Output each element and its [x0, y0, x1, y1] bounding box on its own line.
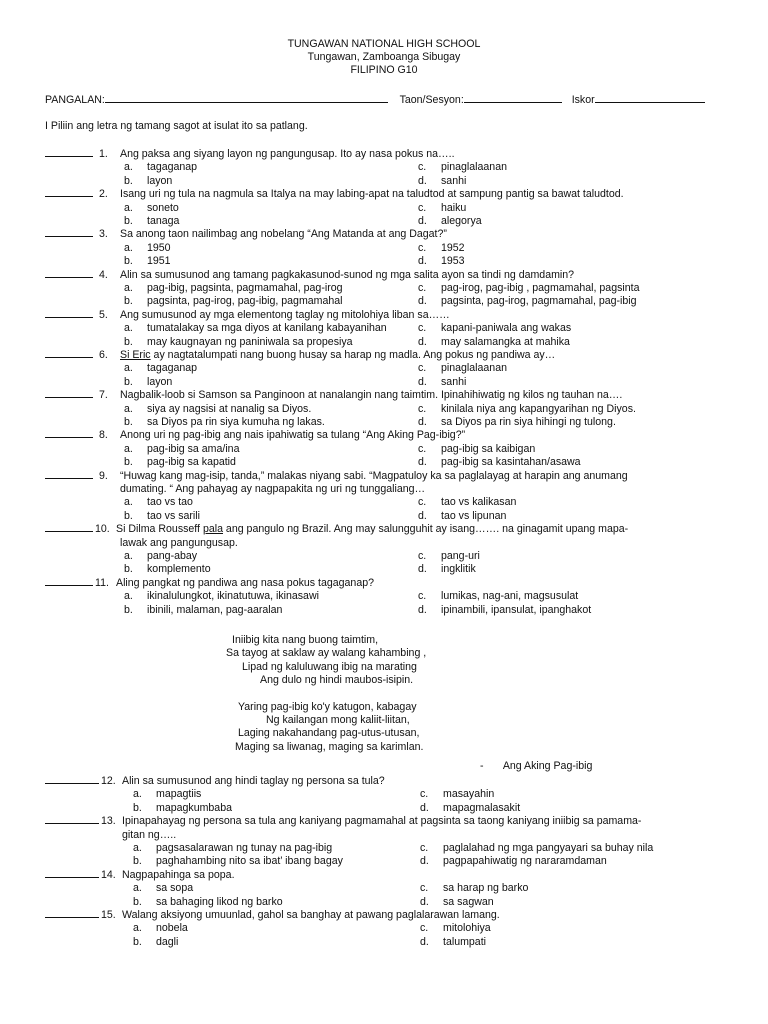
- choice-letter: a.: [133, 882, 142, 895]
- choice-text: tagaganap: [147, 161, 198, 174]
- question-text: Walang aksiyong umuunlad, gahol sa banghay at pawang paglalarawan lamang.: [122, 909, 500, 921]
- choice-text: dagli: [156, 935, 179, 948]
- choice-d: [420, 936, 486, 949]
- choice-c: [418, 590, 578, 603]
- choice-letter: b.: [133, 935, 142, 948]
- poem-line: Ang dulo ng hindi maubos-isipin.: [260, 674, 414, 687]
- question-number: 14.: [101, 868, 116, 881]
- answer-blank[interactable]: [45, 267, 93, 278]
- question-stem: [45, 521, 735, 536]
- choice-c: [418, 282, 639, 295]
- instructions: I Piliin ang letra ng tamang sagot at isulat ito sa patlang.: [45, 120, 308, 132]
- choice-a: [133, 788, 201, 801]
- poem-line: Iniibig kita nang buong taimtim,: [232, 634, 379, 646]
- choice-c: [420, 842, 653, 855]
- question-item: [45, 267, 735, 309]
- poem-title: Ang Aking Pag-ibig: [502, 760, 593, 772]
- choice-letter: d.: [420, 855, 429, 868]
- score-label: Iskor: [571, 94, 595, 106]
- answer-blank[interactable]: [45, 813, 99, 824]
- question-text: Ipinapahayag ng persona sa tula ang kaniyang pagmamahal at pagsinta sa taong kaniyang iniibig sa pamama-: [122, 815, 642, 828]
- choice-letter: b.: [124, 415, 133, 428]
- question-item: [45, 813, 735, 869]
- poem-line: Sa tayog at saklaw ay walang kahambing ,: [226, 647, 427, 660]
- question-item: [45, 575, 735, 617]
- choice-b: [133, 936, 178, 949]
- choice-letter: a.: [133, 842, 142, 854]
- question-number: 9.: [99, 469, 108, 482]
- choice-text: layon: [147, 375, 173, 388]
- choice-text: ipinambili, ipansulat, ipanghakot: [441, 603, 592, 616]
- choice-a: [124, 443, 239, 456]
- question-text-prefix: Si Dilma Rousseff: [116, 523, 203, 536]
- question-text-continued: lawak ang pangungusap.: [120, 536, 238, 549]
- answer-blank[interactable]: [45, 427, 93, 438]
- choice-letter: a.: [124, 402, 133, 415]
- choice-letter: a.: [124, 496, 133, 509]
- choice-letter: d.: [418, 335, 427, 348]
- choice-text: ingklitik: [441, 563, 476, 576]
- choice-letter: c.: [418, 402, 427, 415]
- question-stem: [45, 226, 735, 241]
- choice-letter: c.: [418, 442, 427, 455]
- choice-letter: d.: [418, 563, 427, 576]
- question-item: [45, 468, 735, 524]
- choices: [45, 922, 735, 949]
- choice-a: [124, 403, 311, 416]
- answer-blank[interactable]: [45, 773, 99, 784]
- choice-a: [124, 242, 171, 255]
- choice-text: pag-ibig, pagsinta, pagmamahal, pag-irog: [147, 282, 343, 294]
- question-stem: [45, 575, 735, 590]
- choice-text: pag-ibig sa kaibigan: [441, 442, 536, 455]
- choice-text: 1951: [147, 255, 171, 268]
- choice-a: [124, 550, 197, 563]
- choice-c: [420, 922, 491, 935]
- choice-a: [124, 282, 343, 295]
- choice-text: 1953: [441, 255, 465, 268]
- choice-text: pag-ibig sa ama/ina: [147, 442, 240, 455]
- choice-letter: a.: [124, 362, 133, 375]
- choice-letter: d.: [420, 895, 429, 908]
- question-number: 5.: [99, 308, 108, 321]
- choice-letter: b.: [124, 335, 133, 348]
- choice-text: talumpati: [443, 935, 486, 948]
- choices: [45, 550, 735, 577]
- question-number: 3.: [99, 228, 108, 241]
- choice-c: [418, 362, 507, 375]
- choice-a: [124, 362, 197, 375]
- choice-text: sanhi: [441, 174, 467, 187]
- choice-letter: a.: [124, 241, 133, 254]
- answer-blank[interactable]: [45, 347, 93, 358]
- choices: [45, 362, 735, 389]
- choice-text: sa bahaging likod ng barko: [156, 895, 283, 908]
- choice-letter: b.: [124, 174, 133, 187]
- choice-text: pinaglalaanan: [441, 161, 507, 174]
- score-field[interactable]: [595, 92, 705, 103]
- choice-a: [124, 161, 197, 174]
- choice-letter: a.: [124, 590, 133, 603]
- choices: [45, 282, 735, 309]
- choice-text: siya ay nagsisi at nanalig sa Diyos.: [147, 402, 312, 415]
- choice-c: [418, 242, 465, 255]
- choice-d: [418, 604, 591, 617]
- question-item: [45, 427, 735, 469]
- choice-text: tagaganap: [147, 362, 198, 375]
- choices: [45, 443, 735, 470]
- question-stem: [45, 867, 735, 882]
- question-number: 7.: [99, 389, 108, 402]
- choice-text: ikinalulungkot, ikinatutuwa, ikinasawi: [147, 590, 319, 603]
- question-text-continued: dumating. “ Ang pahayag ay nagpapakita ng uri ng tunggaliang…: [120, 483, 426, 495]
- choice-letter: a.: [124, 550, 133, 562]
- choice-c: [418, 550, 480, 563]
- choice-letter: b.: [124, 214, 133, 227]
- choice-text: pagsinta, pag-irog, pag-ibig, pagmamahal: [147, 295, 343, 308]
- choice-letter: c.: [418, 496, 427, 509]
- question-text: Nagpapahinga sa popa.: [122, 868, 235, 881]
- choice-text: ibinili, malaman, pag-aaralan: [147, 603, 283, 616]
- school-location: Tungawan, Zamboanga Sibugay: [307, 51, 461, 63]
- choice-text: tao vs kalikasan: [441, 496, 517, 509]
- choice-letter: c.: [420, 882, 429, 895]
- choices: [45, 403, 735, 430]
- question-text: “Huwag kang mag-isip, tanda,” malakas niyang sabi. “Magpatuloy ka sa paglalayag at harapin ang anumang: [120, 469, 628, 482]
- choice-text: pag-irog, pag-ibig , pagmamahal, pagsinta: [441, 282, 640, 294]
- answer-blank[interactable]: [45, 307, 93, 318]
- name-label: PANGALAN:: [45, 94, 105, 106]
- choice-text: kapani-paniwala ang wakas: [441, 322, 572, 335]
- choice-text: pag-ibig sa kasintahan/asawa: [441, 456, 581, 469]
- choice-text: paghahambing nito sa ibat’ ibang bagay: [156, 855, 343, 868]
- question-text: Sa anong taon nailimbag ang nobelang “Ang Matanda at ang Dagat?”: [120, 228, 447, 241]
- question-item: [45, 867, 735, 909]
- choices: [45, 161, 735, 188]
- choice-text: lumikas, nag-ani, magsusulat: [441, 590, 579, 603]
- choice-c: [418, 202, 466, 215]
- answer-blank[interactable]: [45, 575, 93, 586]
- year-field[interactable]: [464, 92, 562, 103]
- choice-c: [420, 882, 528, 895]
- question-text: Nagbalik-loob si Samson sa Panginoon at nanalangin nang taimtim. Ipinahihiwatig ng kilos ng tauhan na….: [120, 389, 623, 402]
- choice-letter: a.: [124, 161, 133, 174]
- choice-text: sanhi: [441, 375, 467, 388]
- question-number: 13.: [101, 815, 116, 828]
- poem-line: Laging nakahandang pag-utus-utusan,: [238, 727, 420, 740]
- question-stem: [45, 347, 735, 362]
- choice-text: sa sagwan: [443, 895, 494, 908]
- year-label: Taon/Sesyon:: [399, 94, 464, 106]
- choice-letter: d.: [420, 801, 429, 814]
- question-stem: [45, 468, 735, 483]
- choice-text: paglalahad ng mga pangyayari sa buhay nila: [443, 842, 654, 854]
- question-number: 6.: [99, 349, 108, 361]
- choice-letter: b.: [133, 895, 142, 908]
- answer-blank[interactable]: [45, 521, 93, 532]
- school-name: TUNGAWAN NATIONAL HIGH SCHOOL: [287, 38, 481, 50]
- question-item: [45, 347, 735, 389]
- question-stem: [45, 267, 735, 282]
- poem-attribution: [480, 760, 592, 773]
- choices: [45, 496, 735, 523]
- choice-a: [124, 590, 319, 603]
- answer-blank[interactable]: [45, 907, 99, 918]
- student-info-row: [45, 92, 705, 107]
- question-stem: [45, 427, 735, 442]
- question-item: [45, 307, 735, 349]
- choice-letter: c.: [418, 282, 427, 294]
- question-stem: [45, 813, 735, 828]
- choice-letter: b.: [124, 295, 133, 308]
- question-number: 8.: [99, 429, 108, 442]
- choice-text: 1950: [147, 241, 171, 254]
- choice-text: kinilala niya ang kapangyarihan ng Diyos.: [441, 402, 636, 415]
- question-number: 1.: [99, 148, 108, 160]
- choice-c: [420, 788, 494, 801]
- choice-letter: c.: [418, 161, 427, 174]
- choice-letter: a.: [124, 282, 133, 294]
- choice-letter: b.: [124, 375, 133, 388]
- choice-text: tao vs tao: [147, 496, 193, 509]
- question-number: 10.: [95, 523, 110, 536]
- question-item: [45, 773, 735, 815]
- choice-letter: a.: [124, 322, 133, 335]
- choice-letter: b.: [124, 603, 133, 616]
- underlined-word: Si Eric: [120, 349, 151, 361]
- question-text: Alin sa sumusunod ang hindi taglay ng persona sa tula?: [122, 775, 385, 787]
- question-number: 4.: [99, 268, 108, 281]
- question-item: [45, 521, 735, 577]
- question-text: Ang paksa ang siyang layon ng pangungusap. Ito ay nasa pokus na…..: [120, 148, 455, 160]
- choice-letter: d.: [418, 255, 427, 268]
- choice-text: pagpapahiwatig ng nararamdaman: [443, 855, 607, 868]
- choice-text: tanaga: [147, 214, 180, 227]
- answer-blank[interactable]: [45, 146, 93, 157]
- choice-letter: d.: [418, 214, 427, 227]
- choice-letter: a.: [124, 442, 133, 455]
- choice-letter: d.: [418, 174, 427, 187]
- choice-letter: d.: [418, 603, 427, 616]
- choice-text: pag-ibig sa kapatid: [147, 456, 236, 469]
- choices: [45, 590, 735, 617]
- poem-line: Maging sa liwanag, maging sa karimlan.: [235, 740, 424, 753]
- answer-blank[interactable]: [45, 226, 93, 237]
- choice-letter: b.: [124, 563, 133, 576]
- choice-a: [133, 842, 332, 855]
- choice-letter: b.: [133, 855, 142, 868]
- choice-letter: c.: [420, 788, 429, 801]
- question-stem: [45, 186, 735, 201]
- poem-line: Yaring pag-ibig ko'y katugon, kabagay: [238, 700, 417, 713]
- choice-text: pagsinta, pag-irog, pagmamahal, pag-ibig: [441, 295, 637, 308]
- choices: [45, 242, 735, 269]
- choice-text: pinaglalaanan: [441, 362, 507, 375]
- choice-a: [124, 202, 179, 215]
- answer-blank[interactable]: [45, 387, 93, 398]
- choice-letter: a.: [133, 922, 142, 935]
- question-item: [45, 907, 735, 949]
- question-stem: [45, 146, 735, 161]
- name-field[interactable]: [105, 92, 388, 103]
- question-text: Isang uri ng tula na nagmula sa Italya na may labing-apat na taludtod at sampung pantig sa bawat taludtod.: [120, 188, 624, 201]
- question-item: [45, 387, 735, 429]
- choice-text: pang-uri: [441, 550, 480, 562]
- choice-text: 1952: [441, 241, 465, 254]
- choice-letter: c.: [418, 201, 427, 214]
- choice-text: pagsasalarawan ng tunay na pag-ibig: [156, 842, 333, 854]
- choice-text: tao vs sarili: [147, 509, 200, 522]
- choices: [45, 322, 735, 349]
- question-text: ang pangulo ng Brazil. Ang may salungguhit ay isang……. na ginagamit upang mapa-: [222, 523, 629, 536]
- choice-letter: c.: [418, 241, 427, 254]
- choice-letter: c.: [418, 322, 427, 335]
- choice-a: [133, 882, 193, 895]
- question-number: 12.: [101, 775, 116, 787]
- choice-text: soneto: [147, 201, 179, 214]
- question-stem: [45, 307, 735, 322]
- choice-letter: b.: [124, 456, 133, 469]
- choice-letter: a.: [124, 201, 133, 214]
- question-number: 2.: [99, 188, 108, 201]
- choice-letter: c.: [418, 590, 427, 603]
- choice-c: [418, 403, 636, 416]
- choice-text: masayahin: [443, 788, 495, 801]
- choice-a: [124, 496, 193, 509]
- choice-letter: a.: [133, 788, 142, 801]
- poem-dash: -: [480, 760, 484, 772]
- choice-letter: d.: [418, 509, 427, 522]
- choice-text: sa Diyos pa rin siya hihingi ng tulong.: [441, 415, 616, 428]
- choice-c: [418, 161, 507, 174]
- choice-letter: b.: [133, 801, 142, 814]
- question-stem: [45, 907, 735, 922]
- choice-text: alegorya: [441, 214, 482, 227]
- choice-text: may kaugnayan ng paniniwala sa propesiya: [147, 335, 353, 348]
- choice-text: mapagmalasakit: [443, 801, 521, 814]
- question-text: Alin sa sumusunod ang tamang pagkakasunod-sunod ng mga salita ayon sa tindi ng damdamin?: [120, 268, 575, 281]
- question-text: Ang sumusunod ay mga elementong taglay ng mitolohiya liban sa……: [120, 308, 450, 321]
- choices: [45, 202, 735, 229]
- underlined-word: pala: [202, 523, 223, 536]
- choice-letter: d.: [418, 415, 427, 428]
- choice-letter: d.: [418, 456, 427, 469]
- choice-letter: b.: [124, 255, 133, 268]
- poem-line: Ng kailangan mong kaliit-liitan,: [266, 714, 410, 727]
- choice-text: tumatalakay sa mga diyos at kanilang kabayanihan: [147, 322, 387, 335]
- choice-c: [418, 322, 571, 335]
- choices: [45, 842, 735, 869]
- choice-text: may salamangka at mahika: [441, 335, 570, 348]
- choice-letter: c.: [418, 550, 427, 562]
- choice-b: [124, 604, 282, 617]
- choice-text: haiku: [441, 201, 467, 214]
- choice-c: [418, 496, 516, 509]
- question-item: [45, 226, 735, 268]
- answer-blank[interactable]: [45, 867, 99, 878]
- question-item: [45, 146, 735, 188]
- question-item: [45, 186, 735, 228]
- choice-text: mapagkumbaba: [156, 801, 232, 814]
- question-text: Anong uri ng pag-ibig ang nais ipahiwatig sa tulang “Ang Aking Pag-ibig?”: [120, 429, 466, 442]
- choice-text: mapagtiis: [156, 788, 202, 801]
- choice-a: [124, 322, 387, 335]
- question-number: 15.: [101, 909, 116, 921]
- choice-text: sa sopa: [156, 882, 194, 895]
- choice-text: nobela: [156, 922, 188, 935]
- choices: [45, 788, 735, 815]
- choice-letter: c.: [420, 842, 429, 854]
- question-text: Aling pangkat ng pandiwa ang nasa pokus tagaganap?: [116, 576, 374, 589]
- choice-letter: c.: [418, 362, 427, 375]
- question-number: 11.: [95, 576, 109, 589]
- choice-letter: d.: [420, 935, 429, 948]
- choice-text: tao vs lipunan: [441, 509, 507, 522]
- answer-blank[interactable]: [45, 468, 93, 479]
- choices: [45, 882, 735, 909]
- choice-text: layon: [147, 174, 173, 187]
- choice-a: [133, 922, 188, 935]
- choice-letter: d.: [418, 375, 427, 388]
- choice-text: sa Diyos pa rin siya kumuha ng lakas.: [147, 415, 325, 428]
- choice-letter: b.: [124, 509, 133, 522]
- choice-letter: c.: [420, 922, 429, 935]
- question-stem: [45, 773, 735, 788]
- question-stem: [45, 387, 735, 402]
- choice-c: [418, 443, 535, 456]
- answer-blank[interactable]: [45, 186, 93, 197]
- choice-text: komplemento: [147, 563, 211, 576]
- choice-text: sa harap ng barko: [443, 882, 529, 895]
- choice-text: pang-abay: [147, 550, 198, 562]
- choice-letter: d.: [418, 295, 427, 308]
- question-text: ay nagtatalumpati nang buong husay sa harap ng madla. Ang pokus ng pandiwa ay…: [150, 349, 556, 361]
- poem-line: Lipad ng kaluluwang ibig na marating: [242, 660, 417, 673]
- choice-text: mitolohiya: [443, 922, 491, 935]
- poem: [226, 634, 526, 754]
- subject-title: FILIPINO G10: [350, 64, 418, 76]
- question-text-continued: gitan ng…..: [122, 828, 177, 841]
